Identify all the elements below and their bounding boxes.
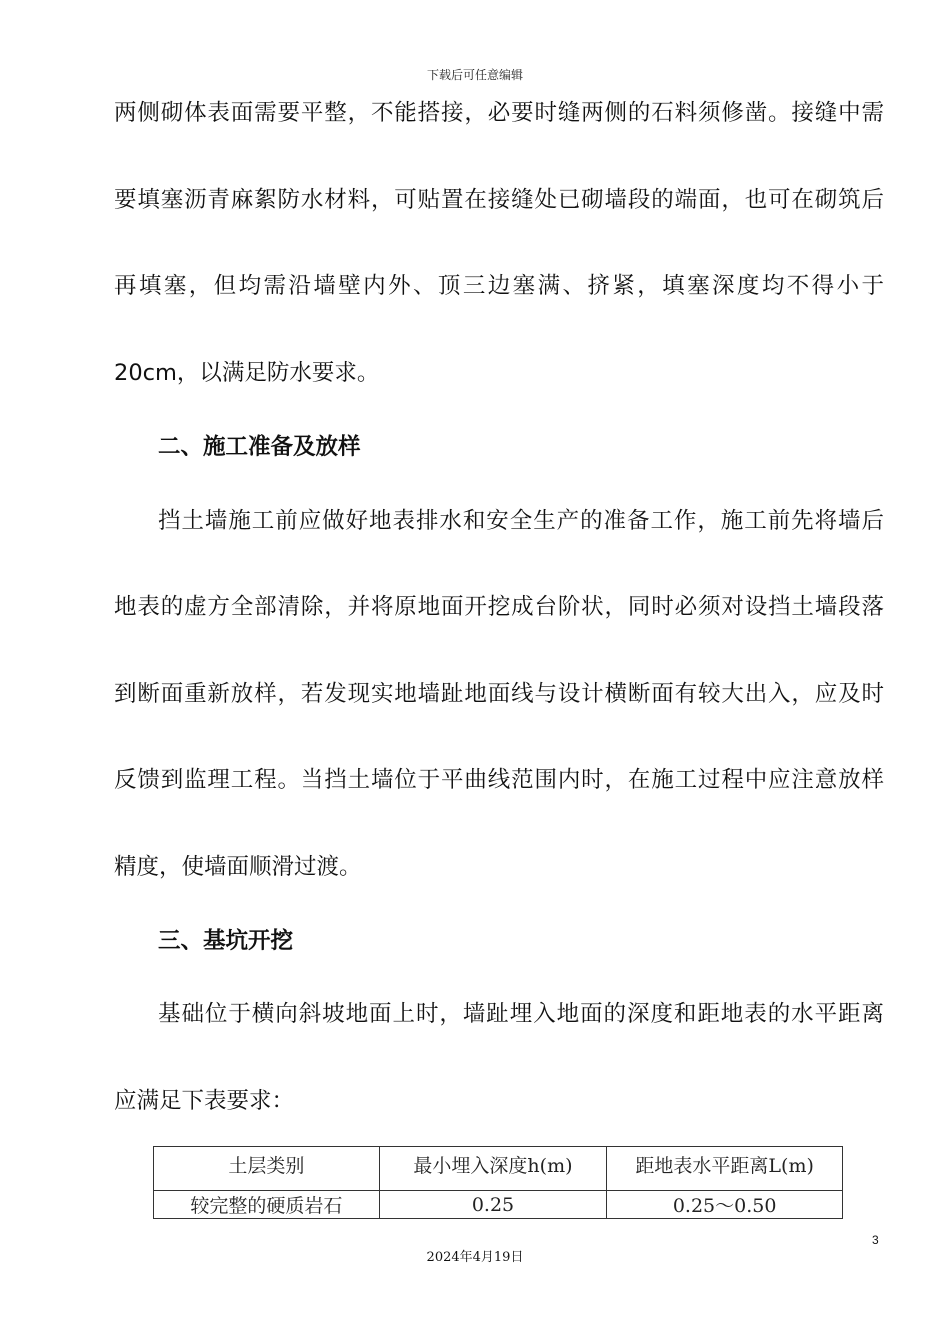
requirements-table bbox=[153, 1146, 843, 1219]
paragraph-line: 再填塞，但均需沿墙壁内外、顶三边塞满、挤紧，填塞深度均不得小于 bbox=[114, 273, 884, 299]
paragraph-line: 精度，使墙面顺滑过渡。 bbox=[114, 854, 362, 880]
paragraph-line: 反馈到监理工程。当挡土墙位于平曲线范围内时，在施工过程中应注意放样 bbox=[114, 767, 884, 793]
section-heading: 三、基坑开挖 bbox=[158, 928, 294, 954]
footer-date: 2024年4月19日 bbox=[426, 1250, 524, 1265]
section-heading: 二、施工准备及放样 bbox=[158, 434, 361, 460]
table-header-cell: 土层类别 bbox=[154, 1147, 380, 1191]
paragraph-line: 到断面重新放样，若发现实地墙趾地面线与设计横断面有较大出入，应及时 bbox=[114, 681, 884, 707]
table-cell: 较完整的硬质岩石 bbox=[154, 1191, 380, 1219]
table-cell: 0.25～0.50 bbox=[607, 1191, 843, 1219]
paragraph-line: 基础位于横向斜坡地面上时，墙趾埋入地面的深度和距地表的水平距离 bbox=[158, 1001, 884, 1027]
table-row bbox=[154, 1191, 843, 1219]
paragraph-line: 要填塞沥青麻絮防水材料，可贴置在接缝处已砌墙段的端面，也可在砌筑后 bbox=[114, 187, 884, 213]
table-header-cell: 最小埋入深度h(m) bbox=[379, 1147, 607, 1191]
paragraph-line: 应满足下表要求： bbox=[114, 1088, 295, 1114]
paragraph-line: 20cm，以满足防水要求。 bbox=[114, 360, 380, 386]
paragraph-line: 地表的虚方全部清除，并将原地面开挖成台阶状，同时必须对设挡土墙段落 bbox=[114, 594, 884, 620]
table-cell: 0.25 bbox=[379, 1191, 607, 1219]
paragraph-line: 两侧砌体表面需要平整，不能搭接，必要时缝两侧的石料须修凿。接缝中需 bbox=[114, 100, 884, 126]
table-header-cell: 距地表水平距离L(m) bbox=[607, 1147, 843, 1191]
page-header: 下载后可任意编辑 bbox=[426, 68, 523, 82]
paragraph-line: 挡土墙施工前应做好地表排水和安全生产的准备工作，施工前先将墙后 bbox=[158, 508, 884, 534]
page-number: 3 bbox=[872, 1233, 879, 1247]
table-header-row bbox=[154, 1147, 843, 1191]
